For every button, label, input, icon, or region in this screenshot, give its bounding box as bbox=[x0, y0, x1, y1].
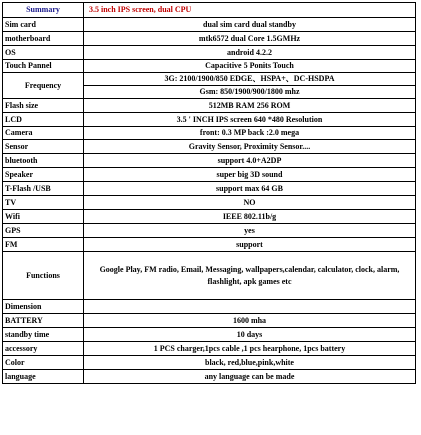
row-value: front: 0.3 MP back :2.0 mega bbox=[84, 127, 416, 140]
row-value: 1 PCS charger,1pcs cable ,1 pcs hearphone, 1pcs battery bbox=[84, 342, 416, 356]
table-row bbox=[3, 342, 416, 356]
table-row bbox=[3, 182, 416, 196]
table-row bbox=[3, 210, 416, 224]
row-key: OS bbox=[3, 46, 84, 60]
table-row bbox=[3, 224, 416, 238]
row-value: any language can be made bbox=[84, 370, 416, 384]
row-value: IEEE 802.11b/g bbox=[84, 210, 416, 224]
row-value: support 4.0+A2DP bbox=[84, 154, 416, 168]
row-value bbox=[84, 300, 416, 314]
row-key: LCD bbox=[3, 113, 84, 127]
row-key: GPS bbox=[3, 224, 84, 238]
row-key: Camera bbox=[3, 127, 84, 140]
table-row bbox=[3, 18, 416, 32]
row-value: Capacitive 5 Ponits Touch bbox=[84, 60, 416, 73]
row-key: motherboard bbox=[3, 32, 84, 46]
row-value: Gravity Sensor, Proximity Sensor.... bbox=[84, 140, 416, 154]
row-value: NO bbox=[84, 196, 416, 210]
row-value: support max 64 GB bbox=[84, 182, 416, 196]
table-row bbox=[3, 314, 416, 328]
row-key: T-Flash /USB bbox=[3, 182, 84, 196]
row-key: accessory bbox=[3, 342, 84, 356]
table-row bbox=[3, 32, 416, 46]
row-key: Speaker bbox=[3, 168, 84, 182]
table-row bbox=[3, 300, 416, 314]
row-key: Functions bbox=[3, 252, 84, 300]
row-value: black, red,blue,pink,white bbox=[84, 356, 416, 370]
row-value: Google Play, FM radio, Email, Messaging, wallpapers,calendar, calculator, clock, alarm, flashlight, apk games etc bbox=[84, 252, 416, 300]
row-value: 10 days bbox=[84, 328, 416, 342]
table-row bbox=[3, 113, 416, 127]
row-value: 1600 mha bbox=[84, 314, 416, 328]
summary-row bbox=[3, 3, 416, 18]
table-row bbox=[3, 168, 416, 182]
row-value: 512MB RAM 256 ROM bbox=[84, 99, 416, 113]
row-value: 3.5 ' INCH IPS screen 640 *480 Resolution bbox=[84, 113, 416, 127]
table-row bbox=[3, 252, 416, 300]
row-key: language bbox=[3, 370, 84, 384]
row-key: standby time bbox=[3, 328, 84, 342]
table-row bbox=[3, 328, 416, 342]
row-key: Wifi bbox=[3, 210, 84, 224]
table-row bbox=[3, 46, 416, 60]
table-row bbox=[3, 60, 416, 73]
table-row bbox=[3, 238, 416, 252]
row-key: Touch Pannel bbox=[3, 60, 84, 73]
row-key: Dimension bbox=[3, 300, 84, 314]
table-row bbox=[3, 127, 416, 140]
row-key: bluetooth bbox=[3, 154, 84, 168]
table-row bbox=[3, 370, 416, 384]
table-row bbox=[3, 196, 416, 210]
row-value: support bbox=[84, 238, 416, 252]
row-key: Flash size bbox=[3, 99, 84, 113]
row-key: FM bbox=[3, 238, 84, 252]
row-key: Frequency bbox=[3, 73, 84, 99]
table-row bbox=[3, 99, 416, 113]
spec-sheet bbox=[2, 2, 416, 384]
table-row bbox=[3, 154, 416, 168]
summary-label: Summary bbox=[3, 3, 84, 18]
row-key: Sensor bbox=[3, 140, 84, 154]
table-row bbox=[3, 140, 416, 154]
row-key: BATTERY bbox=[3, 314, 84, 328]
frequency-3g: 3G: 2100/1900/850 EDGE、HSPA+、DC-HSDPA bbox=[84, 73, 415, 86]
frequency-gsm: Gsm: 850/1900/900/1800 mhz bbox=[199, 87, 300, 96]
spec-table bbox=[2, 2, 416, 384]
row-key: TV bbox=[3, 196, 84, 210]
row-value bbox=[84, 73, 416, 99]
row-value: dual sim card dual standby bbox=[84, 18, 416, 32]
row-key: Sim card bbox=[3, 18, 84, 32]
table-row bbox=[3, 356, 416, 370]
row-value: android 4.2.2 bbox=[84, 46, 416, 60]
row-value: mtk6572 dual Core 1.5GMHz bbox=[84, 32, 416, 46]
summary-value: 3.5 inch IPS screen, dual CPU bbox=[84, 3, 416, 18]
table-row bbox=[3, 73, 416, 99]
row-value: super big 3D sound bbox=[84, 168, 416, 182]
row-key: Color bbox=[3, 356, 84, 370]
row-value: yes bbox=[84, 224, 416, 238]
